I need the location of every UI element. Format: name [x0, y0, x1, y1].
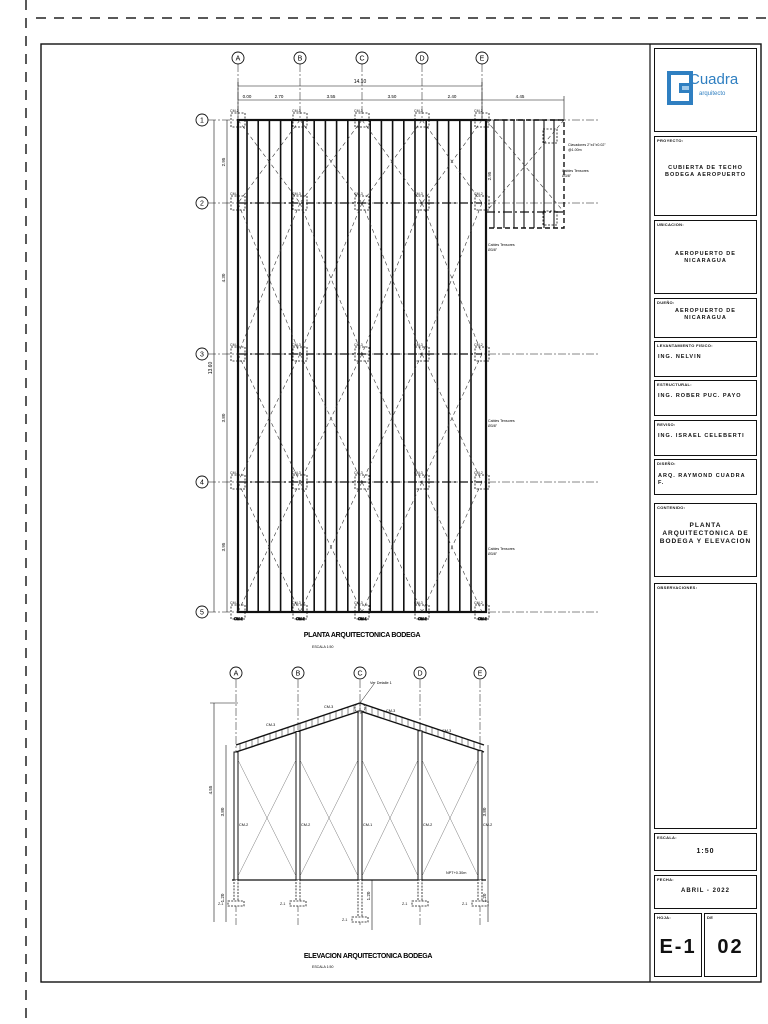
de-label: DE	[707, 915, 714, 920]
elev-beam-tag-2: CM-3	[386, 709, 396, 713]
ubicacion-value: AEROPUERTO DE NICARAGUA	[675, 251, 736, 264]
levantamiento-box	[654, 341, 757, 377]
svg-text:CM-2: CM-2	[230, 192, 239, 196]
svg-text:CM-2: CM-2	[474, 471, 483, 475]
svg-text:E: E	[477, 670, 483, 678]
plan-ext-col-2	[543, 211, 557, 225]
elev-beam-tag-3: CM-3	[442, 729, 452, 733]
contenido-label: CONTENIDO:	[657, 505, 686, 510]
plan-row-span-1: 4.30	[221, 273, 226, 283]
elevation-title: ELEVACION ARQUITECTONICA BODEGA	[303, 953, 433, 960]
svg-text:5: 5	[200, 609, 204, 617]
svg-text:2: 2	[200, 200, 204, 208]
svg-text:CM-3: CM-3	[354, 471, 363, 475]
plan-axis-bubbles-numbers	[196, 114, 600, 618]
ubicacion-box	[654, 220, 757, 294]
svg-text:CM-3: CM-3	[292, 601, 301, 605]
levantamiento-value: ING. NELVIN	[658, 354, 702, 360]
elev-column-tag-3: CM-2	[423, 823, 433, 827]
proyecto-box	[654, 136, 757, 216]
elevation-dimensions	[210, 703, 488, 930]
svg-text:CM-2: CM-2	[230, 109, 239, 113]
plan-axis-c	[356, 52, 368, 64]
logo-sub: arquitecto	[699, 91, 726, 97]
svg-text:CM-2: CM-2	[230, 343, 239, 347]
plan-axis-5	[196, 606, 208, 618]
svg-text:CM-3: CM-3	[354, 109, 363, 113]
escala-label: ESCALA:	[657, 835, 677, 840]
elev-column-3	[418, 731, 422, 880]
svg-text:1: 1	[200, 117, 204, 125]
elevation-npt: NPT+0.30m	[446, 871, 467, 875]
svg-text:CM-2: CM-2	[474, 109, 483, 113]
observaciones-label: OBSERVACIONES:	[657, 585, 698, 590]
contenido-box	[654, 503, 757, 577]
elevation-footing-left: 1.20	[220, 893, 225, 903]
elevation	[208, 667, 492, 969]
plan-axis-3	[196, 348, 208, 360]
svg-text:CM-2: CM-2	[474, 601, 483, 605]
plan-scale: ESCALA 1:50	[312, 645, 334, 649]
svg-text:A: A	[233, 670, 239, 678]
estructural-value: ING. ROBER PUC. PAYO	[658, 393, 742, 399]
elev-beam-tag-0: CM-3	[266, 723, 276, 727]
plan-ext-span: 2.95	[487, 171, 492, 181]
svg-text:CM-3: CM-3	[414, 109, 423, 113]
elev-column-tag-0: CM-2	[239, 823, 249, 827]
diseno-label: DISEÑO:	[657, 461, 676, 466]
svg-text:C: C	[359, 55, 365, 63]
plan-note-4: Cables Tensores Ø3/8"	[488, 547, 515, 556]
elev-axis-a	[230, 667, 242, 679]
hoja-box	[654, 913, 702, 977]
elev-column-2	[358, 711, 362, 880]
svg-text:CM-3: CM-3	[292, 471, 301, 475]
svg-text:D: D	[419, 55, 425, 63]
plan-row-span-3: 3.95	[221, 542, 226, 552]
svg-text:CM-3: CM-3	[292, 109, 301, 113]
svg-text:CM-3: CM-3	[354, 601, 363, 605]
elevation-col-height-left: 3.80	[220, 807, 225, 817]
svg-text:CM-2: CM-2	[474, 343, 483, 347]
observaciones-box	[654, 583, 757, 829]
dueno-box	[654, 298, 757, 338]
svg-text:B: B	[295, 670, 301, 678]
hoja-value: E-1	[659, 936, 697, 958]
plan-overall-width: 14.10	[353, 79, 367, 85]
contenido-value: PLANTA ARQUITECTONICA DE BODEGA Y ELEVACION	[659, 522, 752, 545]
plan-span-2: 3.55	[326, 94, 336, 99]
elevation-total-height: 4.55	[208, 785, 213, 795]
plan-note-0: Clavadores 2"x4"x0.02" @1.00m	[568, 143, 606, 152]
plan-axis-d	[416, 52, 428, 64]
fecha-box	[654, 875, 757, 909]
svg-text:A: A	[235, 55, 241, 63]
plan-span-4: 2.40	[447, 94, 457, 99]
svg-text:CM-3: CM-3	[292, 192, 301, 196]
fecha-label: FECHA:	[657, 877, 674, 882]
svg-text:B: B	[297, 55, 303, 63]
levantamiento-label: LEVANTAMIENTO FISICO:	[657, 343, 713, 348]
escala-value: 1:50	[696, 848, 715, 855]
svg-text:CM-3: CM-3	[414, 471, 423, 475]
svg-text:CM-2: CM-2	[478, 617, 487, 621]
plan-overall-height: 13.60	[208, 361, 214, 375]
svg-text:CM-3: CM-3	[354, 343, 363, 347]
ubicacion-label: UBICACION:	[657, 222, 684, 227]
drawing-frame	[41, 44, 761, 982]
svg-text:3: 3	[200, 351, 204, 359]
elevation-footing-center: 1.20	[366, 891, 371, 901]
logo-box	[654, 48, 757, 132]
proyecto-value: CUBIERTA DE TECHO BODEGA AEROPUERTO	[665, 165, 746, 178]
hoja-label: HOJA:	[657, 915, 671, 920]
plan-row-span-2: 3.80	[221, 413, 226, 423]
revisado-box	[654, 420, 757, 456]
elev-footing-tag-3: Z-1	[402, 902, 408, 906]
floor-plan	[196, 52, 606, 649]
svg-text:4: 4	[200, 479, 204, 487]
svg-text:CM-3: CM-3	[414, 192, 423, 196]
revisado-label: REVISO:	[657, 422, 676, 427]
svg-text:CM-2: CM-2	[234, 617, 243, 621]
plan-span-0: 0.00	[242, 94, 252, 99]
svg-text:CM-2: CM-2	[230, 601, 239, 605]
svg-text:C: C	[357, 670, 363, 678]
estructural-box	[654, 380, 757, 416]
elev-beam-tag-1: CM-3	[324, 705, 334, 709]
plan-row-span-0: 2.95	[221, 157, 226, 167]
svg-text:D: D	[417, 670, 423, 678]
elev-axis-d	[414, 667, 426, 679]
elev-axis-e	[474, 667, 486, 679]
svg-text:CM-1: CM-1	[358, 617, 367, 621]
detail-callout: Ver Detalle 1	[370, 681, 392, 685]
elevation-col-height-right: 3.80	[482, 807, 487, 817]
svg-text:CM-2: CM-2	[474, 192, 483, 196]
plan-dimensions	[214, 82, 564, 612]
plan-axis-2	[196, 197, 208, 209]
diseno-box	[654, 459, 757, 495]
plan-note-1: Cables Tensores Ø3/8"	[562, 169, 589, 178]
revisado-value: ING. ISRAEL CELEBERTI	[658, 433, 745, 439]
elev-footing-tag-2: Z-1	[342, 918, 348, 922]
fecha-value: ABRIL - 2022	[681, 888, 730, 894]
plan-axis-1	[196, 114, 208, 126]
svg-text:CM-3: CM-3	[292, 343, 301, 347]
elev-axis-c	[354, 667, 366, 679]
dueno-label: DUEÑO:	[657, 300, 675, 305]
elev-column-tag-4: CM-2	[483, 823, 493, 827]
svg-text:CM-2: CM-2	[418, 617, 427, 621]
logo-name: Cuadra	[689, 71, 739, 88]
svg-text:CM-3: CM-3	[414, 601, 423, 605]
elev-column-tag-1: CM-2	[301, 823, 311, 827]
de-value: 02	[717, 936, 744, 958]
elev-column-1	[296, 732, 300, 881]
plan-span-5: 4.45	[515, 94, 525, 99]
elev-footing-tag-1: Z-1	[280, 902, 286, 906]
elev-footing-tag-4: Z-1	[462, 902, 468, 906]
plan-span-1: 2.70	[274, 94, 284, 99]
svg-text:CM-2: CM-2	[296, 617, 305, 621]
elev-column-tag-2: CM-1	[363, 823, 373, 827]
elevation-footing-right: 1.20	[482, 893, 487, 903]
svg-text:E: E	[479, 55, 485, 63]
plan-span-3: 3.50	[387, 94, 397, 99]
plan-axis-b	[294, 52, 306, 64]
plan-note-3: Cables Tensores Ø3/8"	[488, 419, 515, 428]
svg-text:CM-3: CM-3	[354, 192, 363, 196]
svg-text:CM-3: CM-3	[414, 343, 423, 347]
dueno-value: AEROPUERTO DE NICARAGUA	[675, 308, 736, 321]
estructural-label: ESTRUCTURAL:	[657, 382, 692, 387]
plan-title: PLANTA ARQUITECTONICA BODEGA	[303, 632, 421, 639]
elev-footing-tag-0: Z-1	[218, 902, 224, 906]
elev-axis-b	[292, 667, 304, 679]
proyecto-label: PROYECTO:	[657, 138, 684, 143]
escala-box	[654, 833, 757, 871]
de-box	[704, 913, 757, 977]
diseno-value: ARQ. RAYMOND CUADRA F.	[658, 473, 746, 486]
elevation-scale: ESCALA 1:50	[312, 965, 334, 969]
plan-axis-a	[232, 52, 244, 64]
elev-column-0	[234, 752, 238, 880]
plan-axis-e	[476, 52, 488, 64]
plan-note-2: Cables Tensores Ø3/8"	[488, 243, 515, 252]
svg-text:CM-2: CM-2	[230, 471, 239, 475]
plan-axis-4	[196, 476, 208, 488]
